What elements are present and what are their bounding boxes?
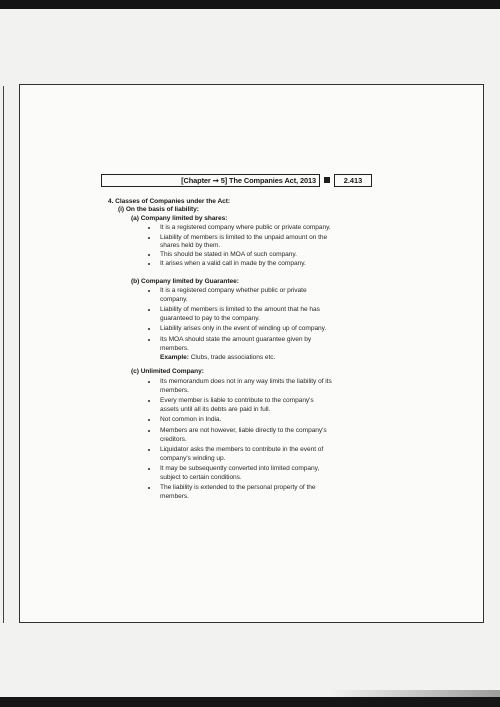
list-item: It is a registered company where public or private company. (160, 224, 331, 231)
list-item-continuation: members. (160, 493, 189, 500)
header-square-icon (324, 177, 330, 183)
list-item-continuation: shares held by them. (160, 242, 221, 249)
adjacent-page-edge (0, 86, 4, 623)
list-item: Its MOA should state the amount guarantee given by (160, 336, 312, 343)
subsection-c-title: (c) Unlimited Company: (131, 368, 204, 375)
list-item-continuation: guaranteed to pay to the company. (160, 315, 260, 322)
list-item: Every member is liable to contribute to the company's (160, 397, 314, 404)
list-item: Liability of members is limited to the amount that he has (160, 306, 320, 313)
list-item: This should be stated in MOA of such company. (160, 251, 297, 258)
example-line (160, 354, 275, 362)
sub-heading: (i) On the basis of liability: (118, 206, 199, 213)
list-item: Not common in India. (160, 416, 222, 423)
list-item-continuation: subject to certain conditions. (160, 474, 242, 481)
example-label: Example: (160, 354, 189, 361)
list-item: Liability of members is limited to the unpaid amount on the (160, 234, 328, 241)
top-dark-border (0, 0, 500, 9)
chapter-title: [Chapter ➞ 5] The Companies Act, 2013 (101, 174, 320, 187)
bottom-dark-border (0, 697, 500, 707)
page-number: 2.413 (334, 174, 372, 187)
subsection-b-title: (b) Company limited by Guarantee: (131, 278, 239, 285)
list-item-continuation: company's winding up. (160, 455, 226, 462)
section-heading: 4. Classes of Companies under the Act: (108, 198, 231, 205)
list-item: Members are not however, liable directly to the company's (160, 427, 327, 434)
list-item: It arises when a valid call in made by the company. (160, 260, 306, 267)
list-item-continuation: company. (160, 296, 188, 303)
list-item-continuation: members. (160, 345, 189, 352)
list-item: The liability is extended to the personal property of the (160, 484, 316, 491)
running-header (101, 174, 372, 187)
list-item: Liquidator asks the members to contribute in the event of (160, 446, 324, 453)
list-item: It is a registered company whether public or private (160, 287, 307, 294)
list-item: Liability arises only in the event of winding up of company. (160, 325, 327, 332)
list-item: It may be subsequently converted into limited company, (160, 465, 320, 472)
list-item-continuation: assets until all its debts are paid in full. (160, 406, 271, 413)
list-item-continuation: creditors. (160, 436, 187, 443)
subsection-a-title: (a) Company limited by shares: (131, 215, 228, 222)
example-text: Clubs, trade associations etc. (188, 354, 276, 361)
list-item-continuation: members. (160, 387, 189, 394)
list-item: Its memorandum does not in any way limits the liability of its (160, 378, 332, 385)
